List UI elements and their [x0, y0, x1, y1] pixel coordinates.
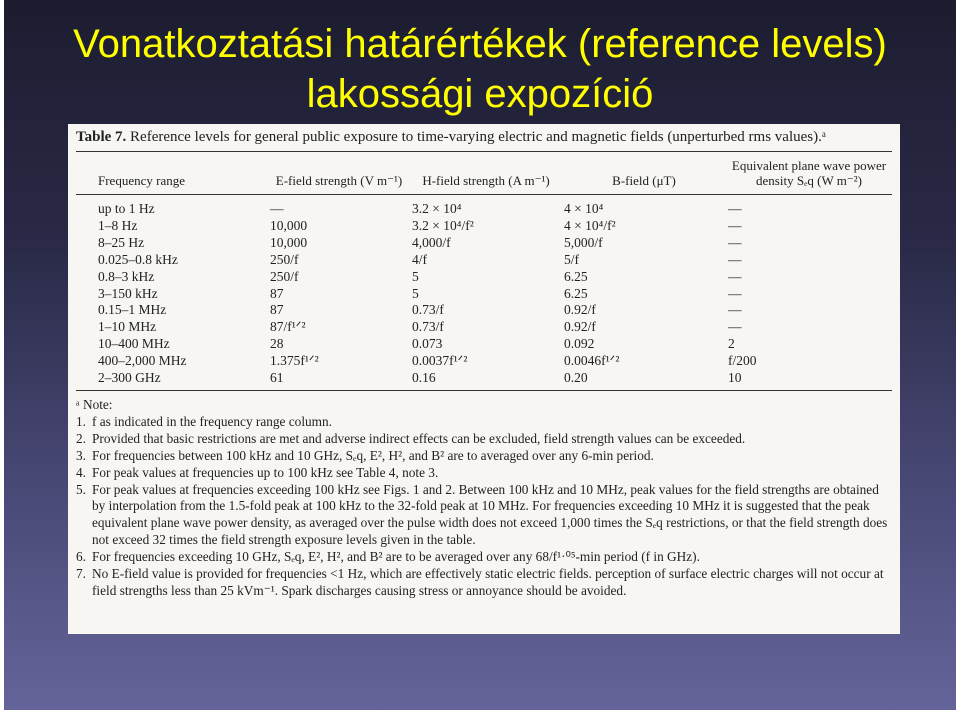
table-row	[76, 286, 892, 303]
header-b-field: B-field (μT)	[612, 173, 676, 188]
table-cell: 3.2 × 10⁴/f²	[412, 217, 474, 233]
table-cell: 1–10 MHz	[98, 319, 157, 335]
table-row	[76, 195, 892, 218]
note-item	[76, 549, 892, 566]
table-cell: 1.375f¹ᐟ²	[270, 353, 319, 369]
table-cell: —	[728, 234, 742, 250]
table-cell: 250/f	[270, 268, 299, 284]
table-cell: 0.16	[412, 370, 436, 386]
table-cell: —	[728, 251, 742, 267]
note-item	[76, 448, 892, 465]
table-row	[76, 235, 892, 252]
table-row	[76, 218, 892, 235]
note-number: 4.	[76, 464, 86, 480]
table-cell: 0.092	[564, 336, 595, 352]
table-cell: 10,000	[270, 234, 308, 250]
table-body	[76, 195, 892, 390]
table-cell: 4 × 10⁴/f²	[564, 217, 616, 233]
table-cell: —	[728, 319, 742, 335]
table-row	[76, 252, 892, 269]
note-number: 3.	[76, 447, 86, 463]
note-text: f as indicated in the frequency range column.	[92, 413, 332, 429]
notes-list	[76, 414, 892, 600]
table-cell: 10,000	[270, 217, 308, 233]
note-text: For peak values at frequencies up to 100 kHz see Table 4, note 3.	[92, 464, 439, 480]
table-cell: —	[270, 201, 284, 216]
note-text: No E-field value is provided for frequencies <1 Hz, which are effectively static electric fields. perception of surface electric charges will not occur at field strengths less than 25 kVm⁻¹. Spark discharges causing stress or annoyance should be avoided.	[92, 566, 884, 598]
note-item	[76, 414, 892, 431]
table-cell: —	[728, 201, 742, 216]
slide-title: Vonatkoztatási határértékek (reference levels)	[73, 22, 887, 66]
table-cell: 400–2,000 MHz	[98, 353, 187, 369]
table-cell: 5	[412, 285, 419, 301]
table-cell: 10–400 MHz	[98, 336, 170, 352]
reference-levels-table	[76, 152, 892, 390]
table-cell: —	[728, 217, 742, 233]
header-frequency-range: Frequency range	[98, 173, 185, 188]
note-number: 7.	[76, 566, 86, 582]
table-cell: 61	[270, 370, 284, 386]
table-cell: f/200	[728, 353, 757, 369]
table-cell: 0.20	[564, 370, 588, 386]
note-item	[76, 431, 892, 448]
table-row	[76, 370, 892, 390]
note-text: For peak values at frequencies exceeding 100 kHz see Figs. 1 and 2. Between 100 kHz and 10 MHz, peak values for the field strengths are obtained by interpolation from the 1.5-fold peak at 100 kHz to the 32-fold peak at 10 MHz. For frequencies exceeding 10 MHz it is suggested that the peak equivalent plane wave power density, as averaged over the pulse width does not exceed 1,000 times the Sₑq restrictions, or that the field strength does not exceed 32 times the field strength exposure levels given in the table.	[92, 481, 888, 548]
table-cell: —	[728, 302, 742, 318]
table-cell: 0.92/f	[564, 302, 596, 318]
notes-header: ᵃ Note:	[76, 396, 113, 412]
note-number: 6.	[76, 549, 86, 565]
note-number: 1.	[76, 413, 86, 429]
table-cell: 6.25	[564, 268, 588, 284]
table-cell: 0.15–1 MHz	[98, 302, 167, 318]
table-cell: 250/f	[270, 251, 299, 267]
table-cell: up to 1 Hz	[98, 201, 155, 216]
table-cell: 5,000/f	[564, 234, 603, 250]
table-cell: 3.2 × 10⁴	[412, 201, 462, 216]
table-header-row	[76, 152, 892, 195]
table-cell: 10	[728, 370, 742, 386]
table-caption	[76, 128, 892, 147]
note-text: For frequencies exceeding 10 GHz, Sₑq, E², H², and B² are to be averaged over any 68/f¹·⁰⁵-min period (f in GHz).	[92, 549, 700, 565]
table-cell: 87	[270, 302, 284, 318]
note-text: Provided that basic restrictions are met and adverse indirect effects can be excluded, field strength values can be exceeded.	[92, 430, 746, 446]
table-cell: 4/f	[412, 251, 427, 267]
note-item	[76, 465, 892, 482]
table-notes	[76, 397, 892, 600]
note-text: For frequencies between 100 kHz and 10 GHz, Sₑq, E², H², and B² are to averaged over any 6-min period.	[92, 447, 654, 463]
table-label: Table 7.	[76, 129, 127, 145]
table-cell: 3–150 kHz	[98, 285, 158, 301]
table-cell: 0.0037f¹ᐟ²	[412, 353, 468, 369]
header-e-field: E-field strength (V m⁻¹)	[275, 173, 403, 188]
reference-table-image	[68, 124, 900, 634]
table-cell: 0.025–0.8 kHz	[98, 251, 178, 267]
table-cell: 0.73/f	[412, 319, 444, 335]
table-cell: 4,000/f	[412, 234, 451, 250]
note-item	[76, 482, 892, 550]
table-cell: 87	[270, 285, 284, 301]
note-number: 2.	[76, 430, 86, 446]
table-row	[76, 319, 892, 336]
slide-subtitle: lakossági expozíció	[306, 72, 654, 116]
table-cell: 5/f	[564, 251, 579, 267]
table-cell: 87/f¹ᐟ²	[270, 319, 306, 335]
table-cell: 6.25	[564, 285, 588, 301]
slide-background	[4, 0, 956, 710]
table-bottom-rule	[76, 390, 892, 391]
table-caption-text: Reference levels for general public exposure to time-varying electric and magnetic fields (unperturbed rms values).ᵃ	[130, 129, 826, 145]
table-cell: 4 × 10⁴	[564, 201, 604, 216]
table-cell: 1–8 Hz	[98, 217, 138, 233]
table-cell: 0.8–3 kHz	[98, 268, 155, 284]
note-number: 5.	[76, 481, 86, 497]
header-power-density: Equivalent plane wave power density Sₑq (W m⁻²)	[731, 158, 887, 188]
table-cell: 8–25 Hz	[98, 234, 145, 250]
header-h-field: H-field strength (A m⁻¹)	[422, 173, 550, 188]
table-cell: 0.0046f¹ᐟ²	[564, 353, 620, 369]
table-row	[76, 353, 892, 370]
table-cell: —	[728, 285, 742, 301]
table-cell: 2–300 GHz	[98, 370, 161, 386]
table-cell: 0.073	[412, 336, 443, 352]
table-cell: 5	[412, 268, 419, 284]
table-row	[76, 302, 892, 319]
table-row	[76, 336, 892, 353]
table-cell: 0.92/f	[564, 319, 596, 335]
note-item	[76, 566, 892, 600]
table-cell: 2	[728, 336, 735, 352]
table-cell: 28	[270, 336, 284, 352]
table-cell: —	[728, 268, 742, 284]
table-cell: 0.73/f	[412, 302, 444, 318]
table-row	[76, 269, 892, 286]
